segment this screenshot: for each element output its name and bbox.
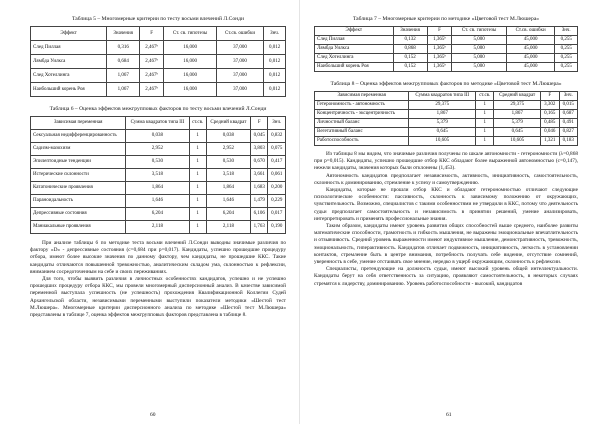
table-cell: 0,491: [559, 119, 578, 128]
table-cell: Гетерономность - автономность: [315, 101, 409, 110]
table5: [30, 26, 286, 97]
table7-caption: Таблица 7 – Многомерные критерии по методике «Цветовой тест М.Люшера»: [352, 16, 540, 22]
table-cell: 1: [189, 143, 206, 156]
table-cell: 1,646: [126, 195, 189, 208]
table-cell: Садизм-мазохизм: [31, 143, 126, 156]
right-page: [300, 0, 600, 424]
table-cell: 0,832: [268, 130, 286, 143]
table-cell: 0,045: [251, 130, 268, 143]
table-cell: 1,867: [409, 110, 476, 119]
table-cell: 0,670: [251, 156, 268, 169]
table-cell: 1: [189, 195, 206, 208]
table-cell: 1: [476, 119, 494, 128]
table-cell: 0,645: [494, 128, 541, 137]
page-number: 60: [150, 412, 156, 418]
column-header: Значения: [393, 27, 427, 36]
table-cell: 10,605: [409, 137, 476, 146]
table-row: [31, 169, 286, 182]
table-cell: Лямбда Уилкса: [315, 45, 394, 54]
table-cell: 1,365ᵇ: [427, 63, 452, 72]
table-cell: Эпилептоидные тенденции: [31, 156, 126, 169]
table-cell: 0,255: [555, 54, 578, 63]
table-cell: 5,379: [494, 119, 541, 128]
table-cell: 16,000: [164, 55, 217, 69]
table-row: [31, 195, 286, 208]
table-cell: Концентричность - эксцентричность: [315, 110, 409, 119]
table-cell: След Пиллая: [315, 36, 394, 45]
table-cell: Вегетативный баланс: [315, 128, 409, 137]
table-cell: 0,255: [555, 36, 578, 45]
table-cell: След Пиллая: [31, 41, 107, 55]
table-cell: 0,687: [559, 110, 578, 119]
table-cell: Наибольший корень Роя: [31, 83, 107, 97]
paragraph: Таким образом, кандидаты имеют уровень развития общих способностей выше среднего, наиболее развиты математические способности, грамотность и гибкость мышления, не выражены эмоциональные впечатлительность и отзывчивость. Средний уровень выраженности имеют индуктивное мышление, демонстративность, тревожность, эмоциональность, гиперактивность. Кандидатов отличает подвижность, инициативность, легкость в установлении контактов, стремление быть в центре внимания, потребность получать себе видение, отсутствие сомнений, уверенность в себе, умение отстаивать свое мнение, нередко в ущерб окружающим, склонность к рефлексии.: [314, 223, 578, 266]
column-header: Ст. св. гипотезы: [164, 27, 217, 41]
page-number: 61: [446, 412, 452, 418]
table-cell: 0,075: [268, 143, 286, 156]
table-cell: 0,152: [393, 63, 427, 72]
table-cell: 2,118: [126, 221, 189, 234]
table8-caption: Таблица 8 – Оценка эффектов межгрупповых факторов по методике «Цветовой тест М.Люшера»: [330, 81, 562, 87]
table-cell: 2,467ᵇ: [140, 41, 164, 55]
table-cell: След Хотеллинга: [31, 69, 107, 83]
table-cell: 45,000: [506, 54, 555, 63]
table-row: [315, 45, 578, 54]
column-header: Эффект: [315, 27, 394, 36]
table-cell: 5,000: [452, 54, 506, 63]
table-cell: 0,485: [541, 119, 559, 128]
table-cell: 0,183: [559, 137, 578, 146]
table-cell: 45,000: [506, 45, 555, 54]
table-cell: 0,200: [268, 182, 286, 195]
paragraph: Для того, чтобы выявить различия в личностных особенностях кандидатов, успешно и не успешно прошедших процедуру отбора ККС, мы провели многомерный дисперсионный анализ. В качестве зависимой переменной выступала успешность (не успешность) прохождения Квалификационной Коллегии Судей Архангельской области, независимыми переменными выступили показатели методики «Шестой тест М.Люшера». Многомерные критерии дисперсионного анализа по методике «Шестой тест М.Люшера» представлены в таблице 7, оценка эффектов межгрупповых факторов представлена в таблице 8.: [30, 276, 286, 319]
paragraph: Специалисты, претендующие на должность судьи, имеют высокий уровень общей интеллектуальности. Кандидаты берут на себя ответственность за ситуацию, проявляют самостоятельность, в некоторых случаях стремятся к лидерству, доминированию. Уровень работоспособности - высокий, кандидатов: [314, 266, 578, 287]
table-row: [315, 137, 578, 146]
table-cell: 0,012: [264, 83, 286, 97]
table-cell: 0,132: [393, 36, 427, 45]
table-row: [31, 182, 286, 195]
table-cell: 0,061: [268, 169, 286, 182]
column-header: ст.св.: [189, 117, 206, 130]
table-cell: 29,375: [409, 101, 476, 110]
table-cell: 0,152: [393, 54, 427, 63]
column-header: ст.св.: [476, 92, 494, 101]
table-cell: 1,867: [494, 110, 541, 119]
table-row: [31, 130, 286, 143]
table-cell: 0,316: [107, 41, 140, 55]
table-row: [31, 143, 286, 156]
table-cell: 1: [189, 208, 206, 221]
table-cell: 37,000: [216, 69, 263, 83]
table-cell: 2,467ᵇ: [140, 69, 164, 83]
table-cell: 3,518: [126, 169, 189, 182]
table-cell: 2,467ᵇ: [140, 83, 164, 97]
column-header: Эффект: [31, 27, 107, 41]
table-cell: След Хотеллинга: [315, 54, 394, 63]
table-cell: 5,000: [452, 36, 506, 45]
table-cell: 1,365ᵇ: [427, 45, 452, 54]
table-cell: 1,067: [107, 69, 140, 83]
table-cell: 1,763: [251, 221, 268, 234]
table-cell: 37,000: [216, 83, 263, 97]
table-cell: Наибольший корень Роя: [315, 63, 394, 72]
table6-caption: Таблица 6 – Оценка эффектов межгрупповых факторов по тесту восьми влечений Л.Сонди: [49, 106, 267, 112]
table-cell: 1,067: [107, 83, 140, 97]
table-cell: 1: [189, 221, 206, 234]
table-cell: 2,467ᵇ: [140, 55, 164, 69]
table-cell: 16,000: [164, 41, 217, 55]
table7: [314, 26, 578, 72]
table-row: [31, 41, 286, 55]
table-cell: 1: [189, 156, 206, 169]
table-row: [315, 63, 578, 72]
paragraph: Кандидаты, которые не прошли отбор ККС и обладают гетерономностью отличают следующие психологические особенности: пассивность, склонность к зависимому положению от окружающих, чувствительность. Возможно, специалистов с такими особенностями не утвердили в ККС, потому что деятельность судьи предполагает самостоятельность и независимость в принятии решений, умение анализировать, интерпретировать и применять профессиональные знания.: [314, 187, 578, 222]
table-cell: 0,684: [107, 55, 140, 69]
column-header: Ст.св. ошибки: [216, 27, 263, 41]
paragraph: При анализе таблицы 6 по методике теста восьми влечений Л.Сонди выводны значимые различия по фактору «D» - депрессивные состояния (с=0,684 при p=0,017). Кандидаты, успешно прошедшие процедуру отбора, имеют более высокие значения по данному фактору, чем кандидаты, не прошедшие ККС. Такие кандидаты отличаются повышенной тревожностью, аналитическим складом ума, склонностью к рефлексии, вниманием сосредоточенным на себе и своих переживаниях.: [30, 240, 286, 275]
table-cell: Сексуальная недифференцированность: [31, 130, 126, 143]
table-row: [315, 54, 578, 63]
table-cell: Лямбда Уилкса: [31, 55, 107, 69]
table5-caption: Таблица 5 – Многомерные критерии по тесту восьми влечений Л.Сонди: [72, 16, 244, 22]
column-header: Знч.: [559, 92, 578, 101]
table-cell: 2,118: [206, 221, 250, 234]
table-cell: 0,015: [559, 101, 578, 110]
column-header: F: [251, 117, 268, 130]
table-row: [315, 128, 578, 137]
table-cell: 1,365ᵇ: [427, 36, 452, 45]
table-cell: 0,645: [409, 128, 476, 137]
table-cell: Работоспособность: [315, 137, 409, 146]
table-cell: 1: [189, 130, 206, 143]
column-header: Знч.: [268, 117, 286, 130]
table-cell: Кататонические проявления: [31, 182, 126, 195]
column-header: Средний квадрат: [494, 92, 541, 101]
table-cell: Истерические склонности: [31, 169, 126, 182]
table6: [30, 116, 286, 234]
column-header: Ст.св. ошибки: [506, 27, 555, 36]
table-cell: 0,046: [541, 128, 559, 137]
table-row: [31, 69, 286, 83]
table-cell: 0,255: [555, 45, 578, 54]
table-cell: 1: [476, 137, 494, 146]
column-header: Ст. св. гипотезы: [452, 27, 506, 36]
column-header: Знч.: [555, 27, 578, 36]
table-row: [31, 156, 286, 169]
column-header: Зависимая переменная: [31, 117, 126, 130]
table-cell: 0,229: [268, 195, 286, 208]
table-cell: 1,864: [206, 182, 250, 195]
table-cell: 0,530: [206, 156, 250, 169]
table-cell: 45,000: [506, 63, 555, 72]
table-cell: 1,646: [206, 195, 250, 208]
table-cell: 29,375: [494, 101, 541, 110]
table-cell: 0,038: [206, 130, 250, 143]
column-header: F: [427, 27, 452, 36]
column-header: F: [140, 27, 164, 41]
column-header: Зависимая переменная: [315, 92, 409, 101]
table-cell: 6,106: [251, 208, 268, 221]
table-cell: 37,000: [216, 41, 263, 55]
table-cell: 5,379: [409, 119, 476, 128]
table-cell: 5,000: [452, 45, 506, 54]
table-cell: 3,661: [251, 169, 268, 182]
table-cell: 3,518: [206, 169, 250, 182]
table-cell: 1,864: [126, 182, 189, 195]
table-cell: Параноидальность: [31, 195, 126, 208]
table-row: [31, 55, 286, 69]
table-cell: 0,827: [559, 128, 578, 137]
table-cell: Депрессивные состояния: [31, 208, 126, 221]
column-header: Значения: [107, 27, 140, 41]
table-cell: 2,952: [206, 143, 250, 156]
table-row: [315, 36, 578, 45]
table-cell: 16,000: [164, 69, 217, 83]
table-cell: 5,000: [452, 63, 506, 72]
table-cell: 0,038: [126, 130, 189, 143]
table-cell: 0,255: [555, 63, 578, 72]
table-cell: 1,479: [251, 195, 268, 208]
table-cell: 0,868: [393, 45, 427, 54]
table-cell: 0,012: [264, 41, 286, 55]
table-cell: Личностный баланс: [315, 119, 409, 128]
table-cell: 16,000: [164, 83, 217, 97]
table-cell: 1: [189, 169, 206, 182]
column-header: F: [541, 92, 559, 101]
table-cell: 1: [476, 110, 494, 119]
table-cell: 0,165: [541, 110, 559, 119]
column-header: Сумма квадратов типа III: [409, 92, 476, 101]
table-cell: 45,000: [506, 36, 555, 45]
table-cell: 1: [189, 182, 206, 195]
table-cell: 1,683: [251, 182, 268, 195]
table-cell: 0,417: [268, 156, 286, 169]
table-cell: 6,204: [126, 208, 189, 221]
table-cell: 0,017: [268, 208, 286, 221]
paragraph: Из таблицы 8 мы видим, что значимые различия получены по шкале автономности - гетерономности (λ=0,868 при p=0,015). Кандидаты, успешно прошедшие отбор ККС обладают более выраженной автономностью (с=0,147), нежели кандидаты, значения которых были отклонены (1,453).: [314, 151, 578, 172]
table-row: [315, 119, 578, 128]
column-header: Знч.: [264, 27, 286, 41]
column-header: Сумма квадратов типа III: [126, 117, 189, 130]
table-cell: 1,365ᵇ: [427, 54, 452, 63]
table-row: [315, 101, 578, 110]
table8: [314, 91, 578, 146]
table-cell: 3,803: [251, 143, 268, 156]
table-cell: 2,952: [126, 143, 189, 156]
table-cell: Маниакальные проявления: [31, 221, 126, 234]
table-cell: 1,321: [541, 137, 559, 146]
table-row: [315, 110, 578, 119]
table-cell: 10,605: [494, 137, 541, 146]
table-row: [31, 83, 286, 97]
table-cell: 0,012: [264, 69, 286, 83]
table-cell: 0,530: [126, 156, 189, 169]
table-cell: 1: [476, 101, 494, 110]
table-cell: 3,302: [541, 101, 559, 110]
table-cell: 0,012: [264, 55, 286, 69]
column-header: Средний квадрат: [206, 117, 250, 130]
table-row: [31, 221, 286, 234]
table-cell: 1: [476, 128, 494, 137]
table-row: [31, 208, 286, 221]
paragraph: Автономность кандидатов предполагает независимость, активность, инициативность, самостоятельность, склонность к доминированию, стремление к успеху и самоутверждению.: [314, 172, 578, 186]
table-cell: 37,000: [216, 55, 263, 69]
table-cell: 0,190: [268, 221, 286, 234]
table-cell: 6,204: [206, 208, 250, 221]
